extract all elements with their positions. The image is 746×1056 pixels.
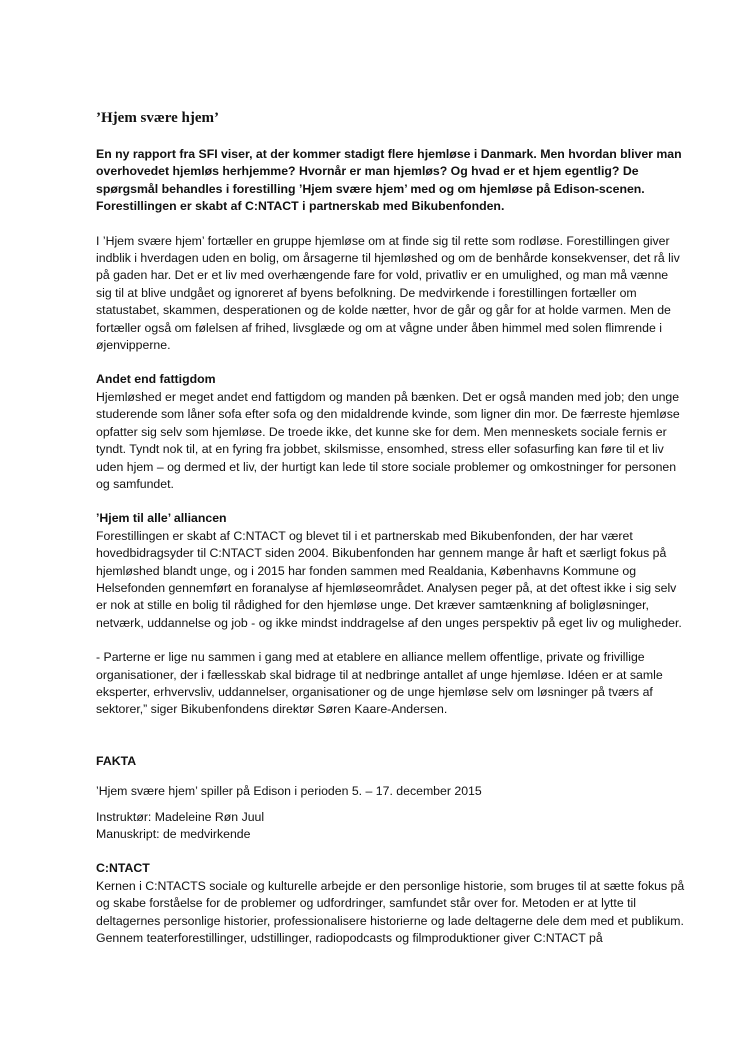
- section-andet-end-fattigdom: [96, 371, 686, 493]
- section-heading: ’Hjem til alle’ alliancen: [96, 511, 227, 526]
- fakta-credits: [96, 809, 686, 844]
- section-body: Forestillingen er skabt af C:NTACT og blevet til i et partnerskab med Bikubenfonden, der har været hovedbidragsyder til C:NTACT siden 2004. Bikubenfonden har gennem mange år haft et særligt fokus på hjemløshed blandt unge, og i 2015 har fonden sammen med Realdania, Københavns Kommune og Helsefonden gennemført en foranalyse af hjemløseområdet. Analysen peger på, at det oftest ikke i sig selv er nok at stille en bolig til rådighed for den hjemløse unge. Det kræver samtænkning af boligløsninger, netværk, uddannelse og job - og ikke mindst inddragelse af den unges perspektiv på eget liv og muligheder.: [96, 528, 682, 630]
- section-heading: Andet end fattigdom: [96, 372, 216, 387]
- section-hjem-til-alle: [96, 510, 686, 632]
- fakta-dates: ’Hjem svære hjem’ spiller på Edison i perioden 5. – 17. december 2015: [96, 784, 482, 799]
- section-body: Hjemløshed er meget andet end fattigdom og manden på bænken. Det er også manden med job; den unge studerende som låner sofa efter sofa og den midaldrende kvinde, som ligner din mor. De færreste hjemløse opfatter sig selv som hjemløse. De troede ikke, det kunne ske for dem. Men menneskets sociale fernis er tyndt. Tyndt nok til, at en fyring fra jobbet, skilsmisse, ensomhed, stress eller sofasurfing kan føre til et liv uden hjem – og dermed et liv, der hurtigt kan lede til store sociale problemer og omkostninger for personen og samfundet.: [96, 389, 680, 491]
- lead-paragraph: En ny rapport fra SFI viser, at der kommer stadigt flere hjemløse i Danmark. Men hvordan bliver man overhovedet hjemløs herhjemme? Hvornår er man hjemløs? Og hvad er et hjem egentlig? De spørgsmål behandles i forestilling ’Hjem svære hjem’ med og om hjemløse på Edison-scenen. Forestillingen er skabt af C:NTACT i partnerskab med Bikubenfonden.: [96, 147, 682, 214]
- page-title: ’Hjem svære hjem’: [96, 110, 220, 126]
- section-heading: C:NTACT: [96, 861, 150, 876]
- section-body: Kernen i C:NTACTS sociale og kulturelle arbejde er den personlige historie, som bruges til at sætte fokus på og skabe forståelse for de problemer og udfordringer, samfundet står over for. Metoden er at lytte til deltagernes personlige historier, professionalisere historierne og lade deltagerne dele dem med et publikum. Gennem teaterforestillinger, udstillinger, radiopodcasts og filmproduktioner giver C:NTACT på: [96, 878, 685, 946]
- fakta-heading: FAKTA: [96, 753, 137, 768]
- quote-paragraph: - Parterne er lige nu sammen i gang med at etablere en alliance mellem offentlige, private og frivillige organisationer, der i fællesskab skal bidrage til at nedbringe antallet af unge hjemløse. Idéen er at samle eksperter, erhvervsliv, uddannelser, organisationer og de unge hjemløse selv om løsninger på tværs af sektorer,” siger Bikubenfondens direktør Søren Kaare-Andersen.: [96, 650, 663, 717]
- intro-paragraph: I ’Hjem svære hjem’ fortæller en gruppe hjemløse om at finde sig til rette som rodløse. Forestillingen giver indblik i hverdagen uden en bolig, om årsagerne til hjemløshed og om de benhårde konsekvenser, det rå liv på gaden har. Det er et liv med overhængende fare for vold, privatliv er en umulighed, og man må vænne sig til at blive undgået og ignoreret af byens befolkning. De medvirkende i forestillingen fortæller om statustabet, skammen, desperationen og de kolde nætter, hvor de går og går for at holde varmen. Men de fortæller også om følelsen af frihed, livsglæde og om at vågne under åben himmel med solen flimrende i øjenvipperne.: [96, 233, 680, 353]
- fakta-script: Manuskript: de medvirkende: [96, 827, 251, 841]
- fakta-director: Instruktør: Madeleine Røn Juul: [96, 809, 265, 824]
- section-cntact: [96, 860, 686, 947]
